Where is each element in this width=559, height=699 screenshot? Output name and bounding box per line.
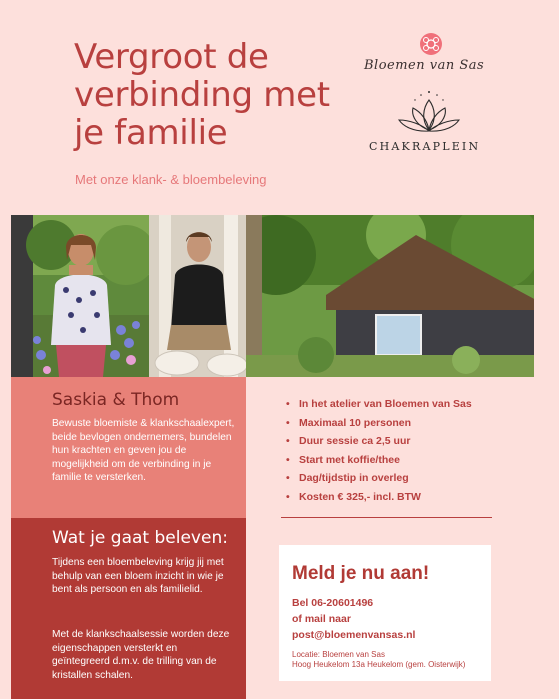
subtitle: Met onze klank- & bloembeleving <box>75 172 267 187</box>
detail-item: • Start met koffie/thee <box>284 451 514 470</box>
page-title <box>74 38 364 152</box>
address-text: Hoog Heukelom 13a Heukelom (gem. Oisterwijk) <box>292 660 466 669</box>
photo-thom <box>149 215 246 377</box>
flower-badge-icon <box>360 30 505 60</box>
or-mail-text: of mail naar <box>292 613 351 625</box>
experience-panel <box>11 518 246 699</box>
about-panel <box>11 377 246 518</box>
experience-title: Wat je gaat beleven: <box>52 528 228 548</box>
headline-line-2: verbinding met <box>74 75 330 115</box>
detail-item: • Duur sessie ca 2,5 uur <box>284 432 514 451</box>
detail-item: • Dag/tijdstip in overleg <box>284 469 514 488</box>
detail-item: • Maximaal 10 personen <box>284 414 514 433</box>
headline-line-1: Vergroot de <box>74 37 269 77</box>
experience-text-2: Met de klankschaalsessie worden deze eigenschappen versterkt en geïntegreerd d.m.v. de trilling van de kristallen schalen. <box>52 629 230 681</box>
experience-text-1: Tijdens een bloembeleving krijg jij met behulp van een bloem inzicht in wie je bent als persoon en als familielid. <box>52 557 224 595</box>
lotus-icon <box>365 88 495 138</box>
details-list <box>284 395 514 506</box>
headline-line-3: je familie <box>74 113 228 153</box>
divider <box>281 517 492 518</box>
signup-heading: Meld je nu aan! <box>292 563 430 584</box>
bloemen-van-sas-logo <box>360 30 505 80</box>
detail-item: • In het atelier van Bloemen van Sas <box>284 395 514 414</box>
email-link[interactable]: post@bloemenvansas.nl <box>292 629 416 641</box>
about-title: Saskia & Thom <box>52 390 180 410</box>
about-text: Bewuste bloemiste & klankschaalexpert, beide bevlogen ondernemers, bundelen hun krachten en geven jou de mogelijkheid om de verbinding in je familie te versterken. <box>52 418 235 483</box>
photo-saskia <box>11 215 149 377</box>
detail-item: • Kosten € 325,- incl. BTW <box>284 488 514 507</box>
chakraplein-wordmark: CHAKRAPLEIN <box>369 140 481 153</box>
photo-atelier <box>246 215 534 377</box>
location-label: Locatie: Bloemen van Sas <box>292 650 385 659</box>
chakraplein-logo <box>365 88 495 156</box>
phone-link[interactable]: Bel 06-20601496 <box>292 597 374 609</box>
bloemen-van-sas-wordmark: Bloemen van Sas <box>364 58 485 73</box>
signup-card <box>279 545 491 681</box>
